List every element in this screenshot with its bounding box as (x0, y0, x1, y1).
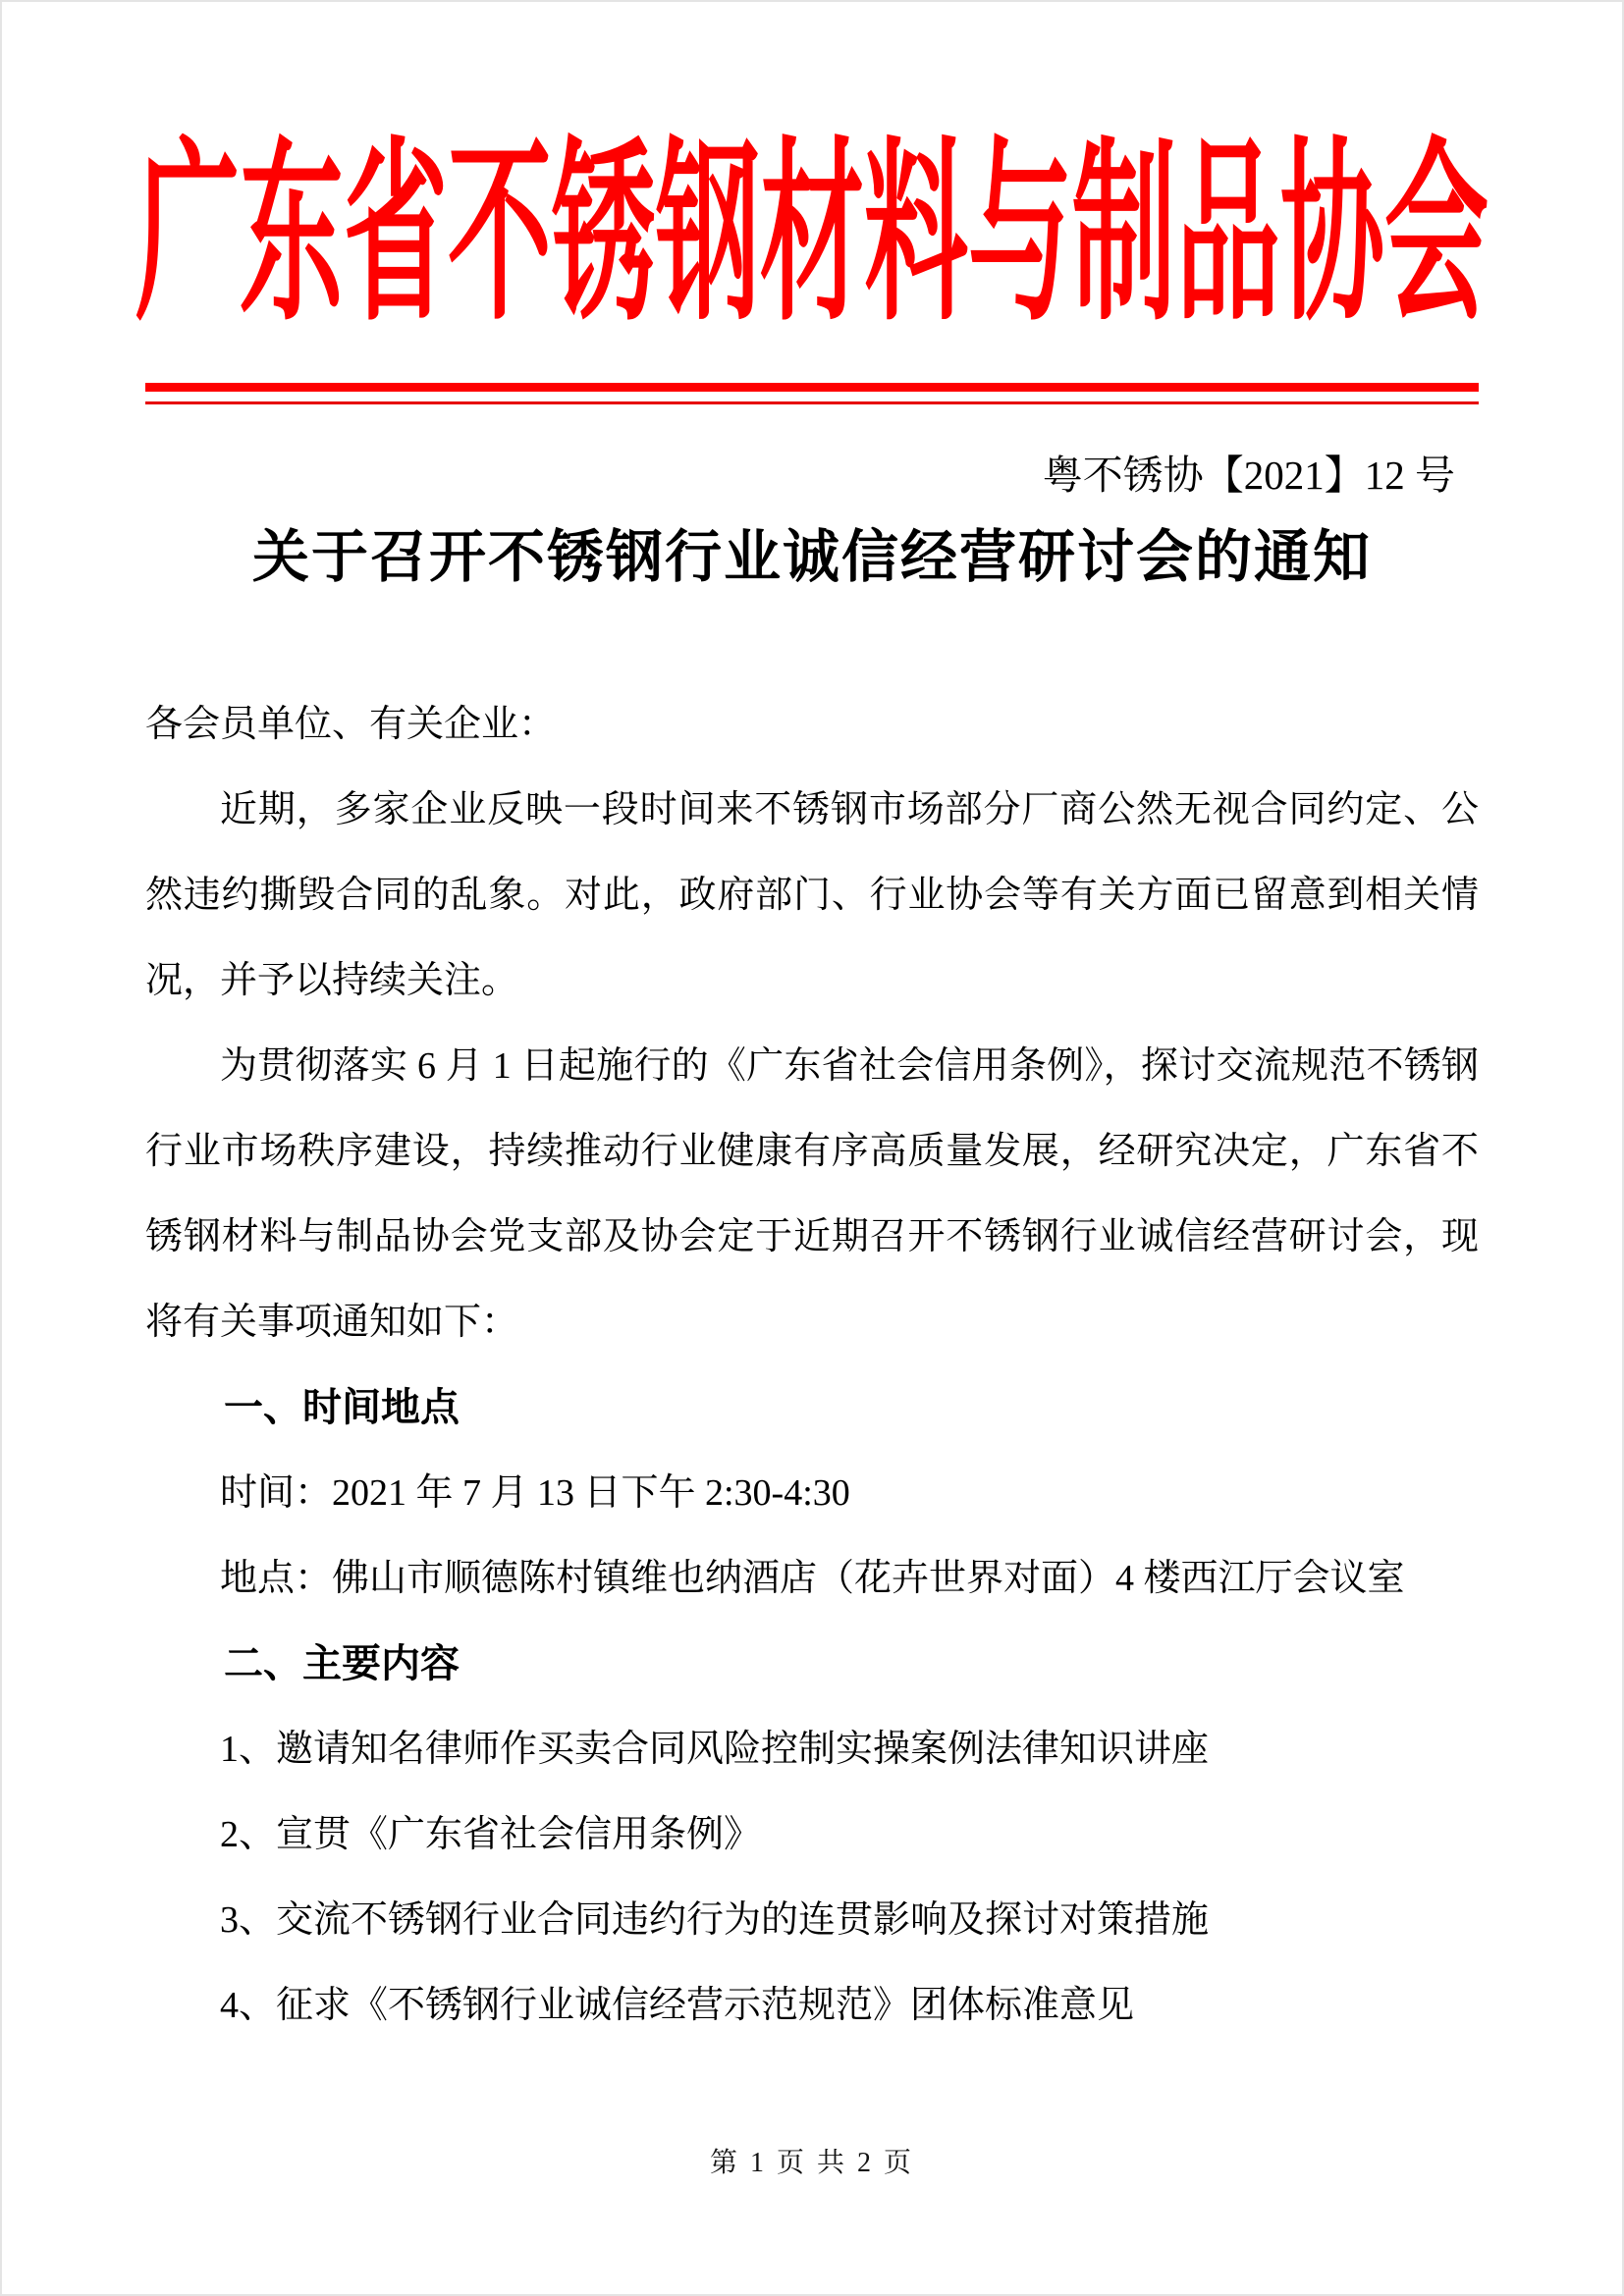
letterhead (135, 116, 1489, 404)
page-footer: 第 1 页 共 2 页 (709, 2148, 914, 2178)
agenda-item: 1、邀请知名律师作买卖合同风险控制实操案例法律知识讲座 (220, 1728, 1210, 1770)
agenda-item: 4、征求《不锈钢行业诚信经营示范规范》团体标准意见 (220, 1984, 1135, 2026)
notice-body (145, 682, 1479, 2049)
notice-title: 关于召开不锈钢行业诚信经营研讨会的通知 (251, 525, 1372, 590)
salutation: 各会员单位、有关企业： (145, 703, 557, 745)
section-heading-main-content: 二、主要内容 (224, 1641, 460, 1685)
agenda-item: 2、宣贯《广东省社会信用条例》 (220, 1813, 762, 1855)
red-separator-thin (145, 401, 1479, 404)
doc-number: 粤不锈协【2021】12 号 (1042, 453, 1455, 498)
org-title-wrap (135, 116, 1489, 344)
meeting-place: 地点：佛山市顺德陈村镇维也纳酒店（花卉世界对面）4 楼西江厅会议室 (220, 1557, 1405, 1599)
paragraph: 为贯彻落实 6 月 1 日起施行的《广东省社会信用条例》，探讨交流规范不锈钢行业市场秩序建设，持续推动行业健康有序高质量发展，经研究决定，广东省不锈钢材料与制品协会党支部及协会定于近期召开不锈钢行业诚信经营研讨会，现将有关事项通知如下： (145, 1044, 1479, 1343)
agenda-item: 3、交流不锈钢行业合同违约行为的连贯影响及探讨对策措施 (220, 1898, 1210, 1941)
section-heading-time-place: 一、时间地点 (224, 1385, 460, 1429)
paragraph: 近期，多家企业反映一段时间来不锈钢市场部分厂商公然无视合同约定、公然违约撕毁合同的乱象。对此，政府部门、行业协会等有关方面已留意到相关情况，并予以持续关注。 (145, 788, 1479, 1001)
meeting-time: 时间：2021 年 7 月 13 日下午 2:30-4:30 (220, 1471, 850, 1514)
org-title: 广东省不锈钢材料与制品协会 (135, 127, 1489, 344)
red-separator-thick (145, 383, 1479, 392)
